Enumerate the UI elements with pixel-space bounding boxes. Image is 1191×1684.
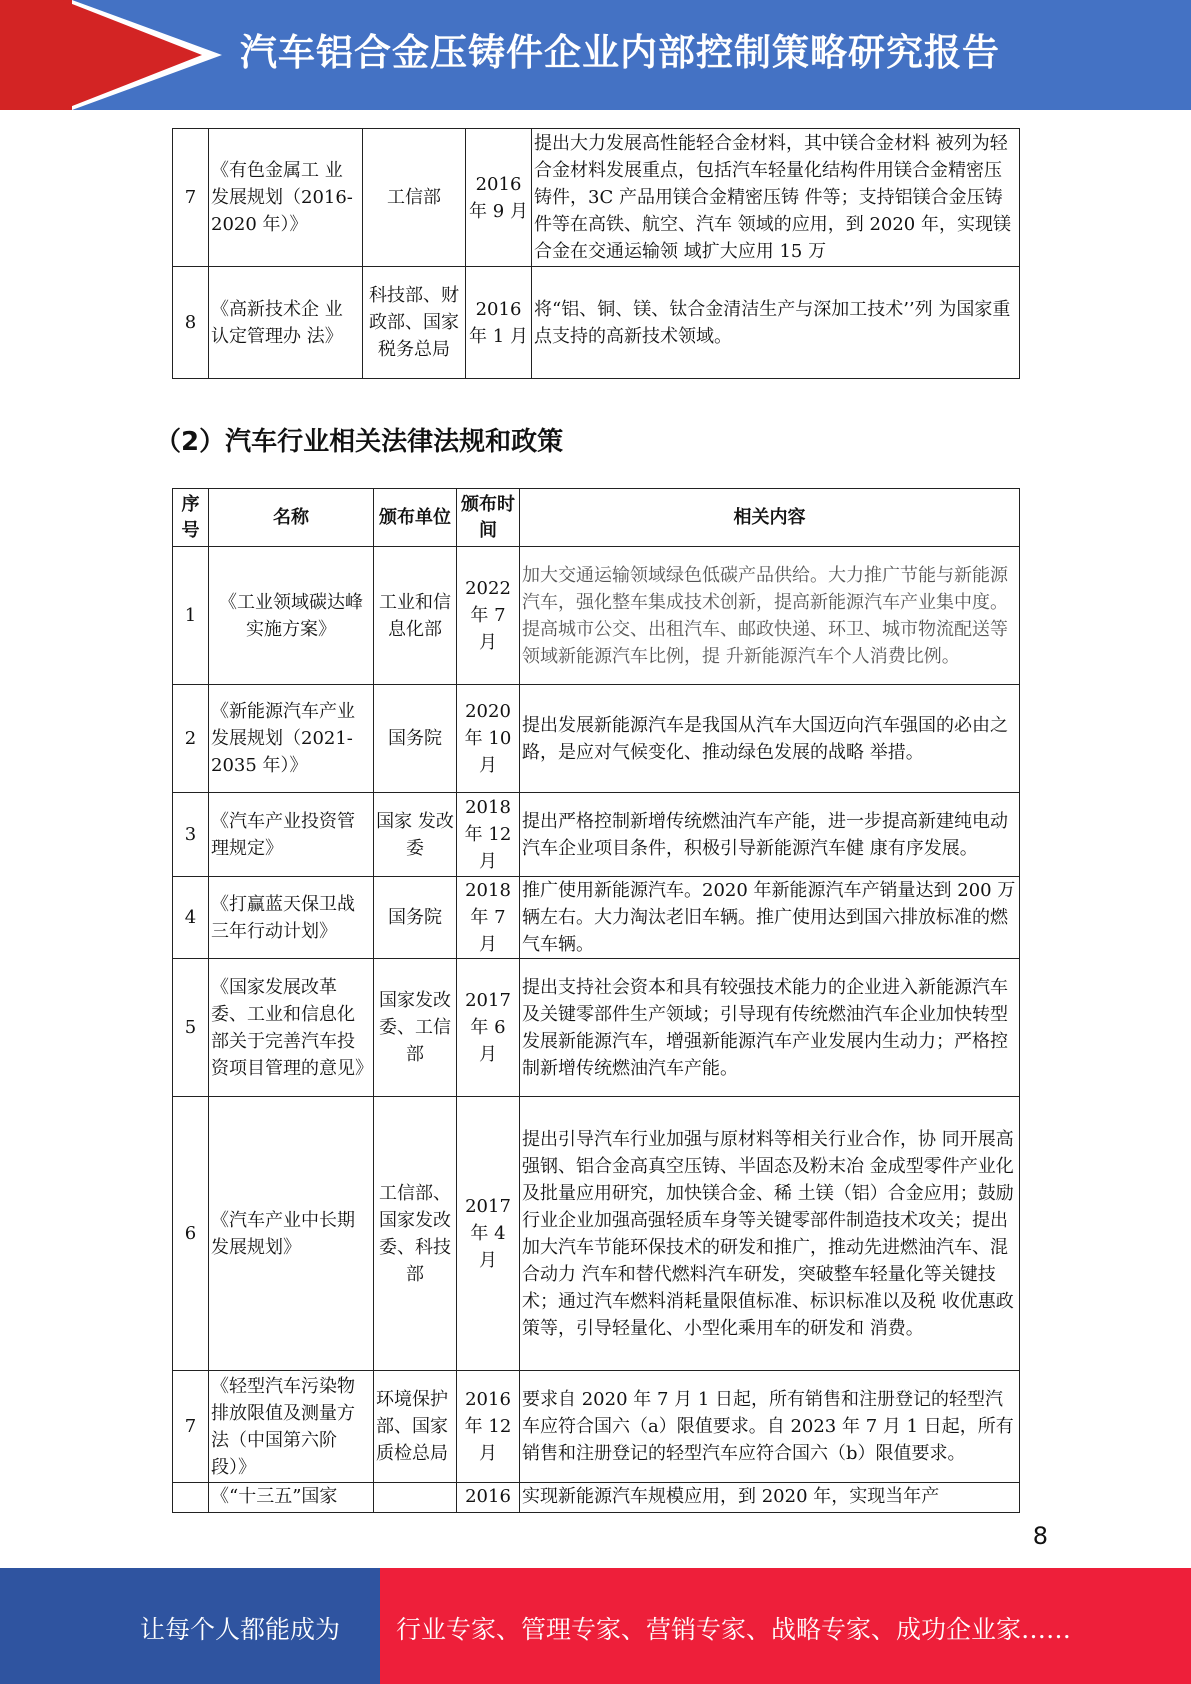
table-row bbox=[173, 267, 1020, 379]
policy-content: 加大交通运输领域绿色低碳产品供给。大力推广节能与新能源汽车，强化整车集成技术创新，提高新能源汽车产业集中度。提高城市公交、出租汽车、邮政快递、环卫、城市物流配送等领域新能源汽车比例，提 升新能源汽车个人消费比例。 bbox=[520, 547, 1020, 685]
policy-name: 《轻型汽车污染物排放限值及测量方法（中国第六阶段）》 bbox=[209, 1371, 374, 1483]
policy-issuer: 工业和信息化部 bbox=[374, 547, 457, 685]
policy-content: 提出严格控制新增传统燃油汽车产能，进一步提高新建纯电动汽车企业项目条件，积极引导新能源汽车健 康有序发展。 bbox=[520, 793, 1020, 877]
policy-content: 提出大力发展高性能轻合金材料，其中镁合金材料 被列为轻合金材料发展重点，包括汽车轻量化结构件用镁合金精密压铸件，3C 产品用镁合金精密压铸 件等；支持铝镁合金压铸件等在高铁、航空、汽车 领域的应用，到 2020 年，实现镁合金在交通运输领 域扩大应用 15 万 bbox=[532, 129, 1020, 267]
row-number: 6 bbox=[173, 1097, 209, 1371]
policy-name: 《有色金属工 业发展规划（2016-2020 年）》 bbox=[209, 129, 363, 267]
section-heading: （2）汽车行业相关法律法规和政策 bbox=[155, 427, 564, 457]
policy-content: 提出支持社会资本和具有较强技术能力的企业进入新能源汽车及关键零部件生产领域；引导现有传统燃油汽车企业加快转型发展新能源汽车，增强新能源汽车产业发展内生动力；严格控制新增传统燃油汽车产能。 bbox=[520, 959, 1020, 1097]
policy-content: 提出发展新能源汽车是我国从汽车大国迈向汽车强国的必由之路，是应对气候变化、推动绿色发展的战略 举措。 bbox=[520, 685, 1020, 793]
table-row bbox=[173, 547, 1020, 685]
policy-name: 《国家发展改革委、工业和信息化部关于完善汽车投资项目管理的意见》 bbox=[209, 959, 374, 1097]
material-policy-table bbox=[172, 128, 1020, 379]
policy-date: 2016 年 12 月 bbox=[457, 1371, 520, 1483]
table-row bbox=[173, 129, 1020, 267]
row-number: 5 bbox=[173, 959, 209, 1097]
policy-issuer: 科技部、财政部、国家税务总局 bbox=[363, 267, 466, 379]
policy-content: 实现新能源汽车规模应用，到 2020 年，实现当年产 bbox=[520, 1483, 1020, 1513]
policy-date: 2016 bbox=[457, 1483, 520, 1513]
page-footer bbox=[0, 1568, 1191, 1684]
policy-date: 2017 年 4 月 bbox=[457, 1097, 520, 1371]
page-number: 8 bbox=[1032, 1522, 1048, 1550]
row-number: 2 bbox=[173, 685, 209, 793]
policy-date: 2018 年 7 月 bbox=[457, 877, 520, 959]
header-date: 颁布时间 bbox=[457, 489, 520, 547]
table-row bbox=[173, 1097, 1020, 1371]
page-header bbox=[0, 0, 1191, 110]
policy-name: 《汽车产业投资管理规定》 bbox=[209, 793, 374, 877]
policy-content: 提出引导汽车行业加强与原材料等相关行业合作，协 同开展高强钢、铝合金高真空压铸、半固态及粉末冶 金成型零件产业化及批量应用研究，加快镁合金、稀 土镁（铝）合金应用；鼓励行业企业加强高强轻质车身等关键零部件制造技术攻关；提出加大汽车节能环保技术的研发和推广，推动先进燃油汽车、混合动力 汽车和替代燃料汽车研发，突破整车轻量化等关键技 术；通过汽车燃料消耗量限值标准、标识标准以及税 收优惠政策等，引导轻量化、小型化乘用车的研发和 消费。 bbox=[520, 1097, 1020, 1371]
footer-slogan-left: 让每个人都能成为 bbox=[140, 1615, 341, 1644]
row-number: 3 bbox=[173, 793, 209, 877]
policy-date: 2022 年 7 月 bbox=[457, 547, 520, 685]
header-arrow-red bbox=[62, 0, 202, 110]
policy-issuer: 工信部 bbox=[363, 129, 466, 267]
policy-date: 2017 年 6 月 bbox=[457, 959, 520, 1097]
table-row bbox=[173, 1371, 1020, 1483]
footer-slogan-right: 行业专家、管理专家、营销专家、战略专家、成功企业家…… bbox=[396, 1615, 1072, 1644]
table-row-partial bbox=[173, 1483, 1020, 1513]
row-number: 7 bbox=[173, 1371, 209, 1483]
policy-issuer: 工信部、国家发改委、科技部 bbox=[374, 1097, 457, 1371]
header-content: 相关内容 bbox=[520, 489, 1020, 547]
policy-date: 2018 年 12 月 bbox=[457, 793, 520, 877]
header-no: 序号 bbox=[173, 489, 209, 547]
page-title: 汽车铝合金压铸件企业内部控制策略研究报告 bbox=[240, 31, 1000, 74]
table-row bbox=[173, 959, 1020, 1097]
table-row bbox=[173, 793, 1020, 877]
row-number: 4 bbox=[173, 877, 209, 959]
policy-issuer: 国务院 bbox=[374, 877, 457, 959]
policy-date: 2016 年 1 月 bbox=[466, 267, 532, 379]
policy-content: 将“铝、铜、镁、钛合金清洁生产与深加工技术’’列 为国家重点支持的高新技术领域。 bbox=[532, 267, 1020, 379]
table-row bbox=[173, 877, 1020, 959]
policy-name: 《工业领域碳达峰实施方案》 bbox=[209, 547, 374, 685]
header-issuer: 颁布单位 bbox=[374, 489, 457, 547]
policy-issuer: 国务院 bbox=[374, 685, 457, 793]
policy-issuer: 国家发改委、工信部 bbox=[374, 959, 457, 1097]
row-number: 8 bbox=[173, 267, 209, 379]
policy-name: 《新能源汽车产业发展规划（2021-2035 年）》 bbox=[209, 685, 374, 793]
policy-issuer: 国家 发改委 bbox=[374, 793, 457, 877]
row-number: 1 bbox=[173, 547, 209, 685]
policy-issuer bbox=[374, 1483, 457, 1513]
policy-name: 《打赢蓝天保卫战三年行动计划》 bbox=[209, 877, 374, 959]
table-row bbox=[173, 685, 1020, 793]
table-header-row bbox=[173, 489, 1020, 547]
auto-policy-table bbox=[172, 488, 1020, 1513]
policy-content: 要求自 2020 年 7 月 1 日起，所有销售和注册登记的轻型汽车应符合国六（a）限值要求。自 2023 年 7 月 1 日起，所有销售和注册登记的轻型汽车应符合国六（b）限值要求。 bbox=[520, 1371, 1020, 1483]
policy-name: 《高新技术企 业认定管理办 法》 bbox=[209, 267, 363, 379]
header-name: 名称 bbox=[209, 489, 374, 547]
row-number: 7 bbox=[173, 129, 209, 267]
policy-date: 2016 年 9 月 bbox=[466, 129, 532, 267]
policy-issuer: 环境保护部、国家质检总局 bbox=[374, 1371, 457, 1483]
policy-date: 2020 年 10 月 bbox=[457, 685, 520, 793]
policy-name: 《“十三五”国家 bbox=[209, 1483, 374, 1513]
policy-name: 《汽车产业中长期发展规划》 bbox=[209, 1097, 374, 1371]
row-number bbox=[173, 1483, 209, 1513]
policy-content: 推广使用新能源汽车。2020 年新能源汽车产销量达到 200 万辆左右。大力淘汰老旧车辆。推广使用达到国六排放标准的燃气车辆。 bbox=[520, 877, 1020, 959]
